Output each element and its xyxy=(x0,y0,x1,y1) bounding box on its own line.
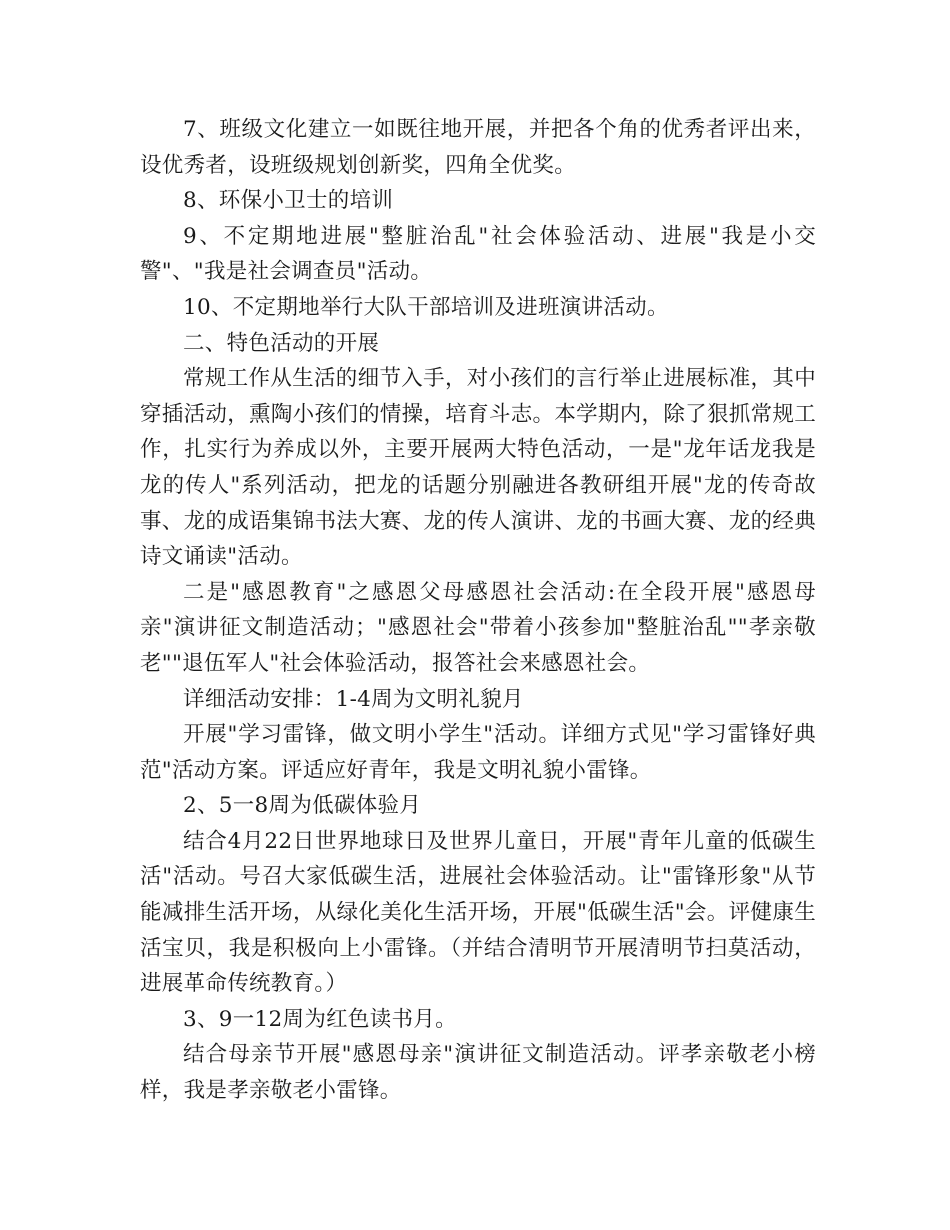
paragraph-social-experience: 9、不定期地进展"整脏治乱"社会体验活动、进展"我是小交警"、"我是社会调查员"活动。 xyxy=(140,223,816,285)
paragraph-schedule-intro: 详细活动安排：1-4周为文明礼貌月 xyxy=(183,686,524,712)
paragraph-routine-work: 常规工作从生活的细节入手，对小孩们的言行举止进展标准，其中穿插活动，熏陶小孩们的情操，培育斗志。本学期内，除了狠抓常规工作，扎实行为养成以外，主要开展两大特色活动，一是"龙年话龙我是龙的传人"系列活动，把龙的话题分别融进各教研组开展"龙的传奇故事、龙的成语集锦书法大赛、龙的传人演讲、龙的书画大赛、龙的经典诗文诵读"活动。 xyxy=(140,366,816,570)
paragraph-gratitude-education: 二是"感恩教育"之感恩父母感恩社会活动:在全段开展"感恩母亲"演讲征文制造活动；"感恩社会"带着小孩参加"整脏治乱""孝亲敬老""退伍军人"社会体验活动，报答社会来感恩社会。 xyxy=(140,579,816,676)
paragraph-red-reading-month: 3、9一12周为红色读书月。 xyxy=(183,1006,457,1032)
paragraph-learn-leifeng: 开展"学习雷锋，做文明小学生"活动。详细方式见"学习雷锋好典范"活动方案。评适应好青年，我是文明礼貌小雷锋。 xyxy=(140,722,816,783)
paragraph-class-culture: 7、班级文化建立一如既往地开展，并把各个角的优秀者评出来，设优秀者，设班级规划创新奖，四角全优奖。 xyxy=(140,117,816,178)
paragraph-low-carbon-details: 结合4月22日世界地球日及世界儿童日，开展"青年儿童的低碳生活"活动。号召大家低碳生活，进展社会体验活动。让"雷锋形象"从节能减排生活开场，从绿化美化生活开场，开展"低碳生活"会。评健康生活宝贝，我是积极向上小雷锋。（并结合清明节开展清明节扫莫活动，进展革命传统教育。） xyxy=(140,828,816,997)
document-body xyxy=(140,112,816,1109)
paragraph-cadre-training: 10、不定期地举行大队干部培训及进班演讲活动。 xyxy=(183,294,669,320)
paragraph-mothers-day: 结合母亲节开展"感恩母亲"演讲征文制造活动。评孝亲敬老小榜样，我是孝亲敬老小雷锋。 xyxy=(140,1042,816,1104)
section-heading-special-activities: 二、特色活动的开展 xyxy=(183,330,380,356)
paragraph-eco-guard-training: 8、环保小卫士的培训 xyxy=(183,188,394,214)
paragraph-low-carbon-month: 2、5一8周为低碳体验月 xyxy=(183,793,422,819)
